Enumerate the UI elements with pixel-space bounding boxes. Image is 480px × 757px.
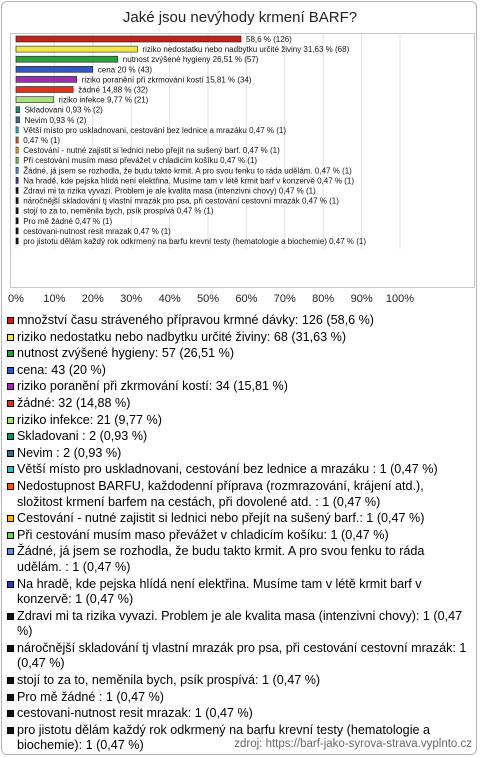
bar — [16, 56, 118, 62]
legend-label: pro jistotu dělám každý rok odkrmený na barfu krevní testy (hematologie a biochemie): 1 (0,47 %) — [17, 722, 430, 753]
bar — [16, 97, 54, 103]
legend-item — [7, 479, 469, 510]
legend-swatch — [7, 727, 14, 734]
legend-swatch — [7, 548, 14, 555]
legend-label: Pro mě žádné : 1 (0,47 %) — [17, 689, 164, 704]
bar-data-label: riziko poranění při zkrmování kostí 15,81 % (34) — [81, 75, 252, 85]
x-tick-label: 60% — [235, 293, 258, 305]
legend-swatch — [7, 334, 14, 341]
bar — [16, 46, 137, 52]
bar-data-label: Nevim 0,93 % (2) — [24, 115, 87, 125]
legend-item — [7, 346, 469, 362]
bar-data-label: 58,6 % (126) — [246, 35, 292, 44]
legend-swatch — [7, 613, 14, 620]
bar-data-label: Na hradě, kde pejska hlídá není elektřina. Musíme tam v létě krmit barf v konzervě 0,47 % (1) — [23, 176, 355, 186]
legend-swatch — [7, 677, 14, 684]
legend-label: Při cestování musím maso převážet v chladicím košíku: 1 (0,47 %) — [17, 527, 389, 542]
legend-label: nutnost zvýšené hygieny: 57 (26,51 %) — [17, 346, 235, 361]
legend-swatch — [7, 694, 14, 701]
bar — [16, 228, 18, 234]
bar-data-label: Pro mě žádné 0,47 % (1) — [23, 216, 113, 226]
x-tick-label: 50% — [196, 293, 220, 305]
legend-label: Skladovani : 2 (0,93 %) — [17, 429, 148, 444]
bar — [16, 147, 18, 153]
legend-label: cena: 43 (20 %) — [17, 362, 106, 377]
legend-label: Na hradě, kde pejska hlídá není elektřina. Musíme tam v létě krmit barf v konzervě: 1 (0,47 %) — [17, 576, 422, 607]
bar-data-label: nutnost zvýšené hygieny 26,51 % (57) — [122, 55, 259, 65]
x-tick-label: 30% — [120, 293, 143, 305]
legend-swatch — [7, 466, 14, 473]
bar — [16, 167, 18, 173]
legend-label: stojí to za to, neměnila bych, psík prospívá: 1 (0,47 %) — [17, 673, 321, 688]
x-tick-label: 70% — [273, 293, 296, 305]
bar-data-label: stojí to za to, neměnila bych, psík prospívá 0,47 % (1) — [23, 206, 214, 216]
legend-label: Nevim : 2 (0,93 %) — [17, 445, 122, 460]
legend-swatch — [7, 367, 14, 374]
legend-swatch — [7, 532, 14, 539]
legend-label: žádné: 32 (14,88 %) — [17, 395, 131, 410]
bar-data-label: žádné 14,88 % (32) — [78, 85, 148, 95]
bar — [16, 66, 93, 72]
bar-data-label: Žádné, já jsem se rozhodla, že budu takto krmit. A pro svou fenku to ráda udělám. 0,47 % (1) — [23, 166, 352, 176]
legend-item — [7, 511, 469, 527]
legend-label: riziko poranění při zkrmování kostí: 34 (15,81 %) — [17, 379, 288, 394]
legend-label: náročnější skladování tj vlastní mrazák pro psa, při cestování cestovní mrazák: 1 (0,47 %) — [17, 640, 467, 671]
legend-item — [7, 429, 469, 445]
x-tick-label: 10% — [43, 293, 66, 305]
legend-item — [7, 396, 469, 412]
legend-item — [7, 577, 469, 608]
legend-item — [7, 673, 469, 689]
bar — [16, 238, 18, 244]
bar — [16, 208, 18, 214]
legend-item — [7, 528, 469, 544]
x-tick-label: 40% — [158, 293, 181, 305]
legend-item — [7, 641, 469, 672]
legend-swatch — [7, 317, 14, 324]
legend-item — [7, 609, 469, 640]
bar — [16, 76, 77, 82]
legend-label: riziko nedostatku nebo nadbytku určité živiny: 68 (31,63 %) — [17, 329, 347, 344]
bar — [16, 117, 20, 123]
bar — [16, 36, 241, 42]
legend-item — [7, 544, 469, 575]
legend-swatch — [7, 710, 14, 717]
bar-data-label: Cestování - nutné zajistit si lednici nebo přejít na sušený barf. 0,47 % (1) — [23, 146, 280, 156]
legend-swatch — [7, 417, 14, 424]
legend-label: Zdravi mi ta rizika vyvazi. Problem je ale kvalita masa (intenzivni chovy): 1 (0,47 %) — [17, 608, 463, 639]
legend-swatch — [7, 433, 14, 440]
bar-data-label: Větší místo pro uskladnovani, cestování bez lednice a mrazáku 0,47 % (1) — [23, 125, 287, 135]
bar-data-label: riziko nedostatku nebo nadbytku určité živiny 31,63 % (68) — [142, 45, 350, 55]
bar — [16, 127, 18, 133]
legend-label: Žádné, já jsem se rozhodla, že budu takto krmit. A pro svou fenku to ráda udělám. : 1 (0,47 %) — [17, 544, 425, 574]
legend-item — [7, 690, 469, 706]
bar-data-label: náročnější skladování tj vlastní mrazák pro psa, při cestování cestovní mrazák 0,47 % (1) — [23, 196, 339, 206]
bar — [16, 137, 18, 143]
x-tick-label: 20% — [81, 293, 104, 305]
legend-label: cestovani-nutnost resit mrazak: 1 (0,47 %) — [17, 706, 253, 721]
legend-item — [7, 706, 469, 722]
bar — [16, 177, 18, 183]
legend-swatch — [7, 483, 14, 490]
bar-data-label: 0,47 % (1) — [23, 136, 61, 145]
x-tick-label: 100% — [385, 293, 415, 305]
bar-chart — [0, 0, 480, 310]
legend-swatch — [7, 400, 14, 407]
legend-item — [7, 462, 469, 478]
x-tick-label: 80% — [312, 293, 335, 305]
legend-item — [7, 413, 469, 429]
x-tick-label: 90% — [350, 293, 373, 305]
legend-label: Nedostupnost BARFU, každodenní příprava (rozmrazování, krájení atd.), složitost krmení barfem na cestách, při dovolené atd. : 1 (0,47 %) — [17, 478, 424, 509]
bar-data-label: riziko infekce 9,77 % (21) — [58, 95, 149, 105]
legend-label: Cestování - nutné zajistit si lednici nebo přejít na sušený barf.: 1 (0,47 %) — [17, 511, 425, 526]
bar — [16, 87, 73, 93]
bar — [16, 198, 18, 204]
bar — [16, 188, 18, 194]
bar-data-label: pro jistotu dělám každý rok odkrmený na barfu krevní testy (hematologie a biochemie) 0,47 % (1) — [23, 237, 367, 246]
legend-swatch — [7, 450, 14, 457]
x-tick-label: 0% — [8, 293, 24, 305]
legend-label: riziko infekce: 21 (9,77 %) — [17, 412, 162, 427]
legend-swatch — [7, 383, 14, 390]
legend-swatch — [7, 645, 14, 652]
legend-item — [7, 446, 469, 462]
legend-item — [7, 330, 469, 346]
legend-label: Větší místo pro uskladnovani, cestování bez lednice a mrazáku : 1 (0,47 %) — [17, 462, 438, 477]
legend-item — [7, 379, 469, 395]
legend-swatch — [7, 350, 14, 357]
bar-data-label: Skladovani 0,93 % (2) — [24, 105, 103, 115]
bar — [16, 157, 18, 163]
legend-label: množství času stráveného přípravou krmné dávky: 126 (58,6 %) — [17, 313, 374, 327]
bar-data-label: Při cestování musím maso převážet v chladicím košíku 0,47 % (1) — [23, 156, 258, 166]
bar — [16, 218, 18, 224]
bar-data-label: cena 20 % (43) — [97, 65, 153, 75]
bar — [16, 107, 20, 113]
legend-item — [7, 313, 469, 329]
legend-swatch — [7, 581, 14, 588]
chart-legend — [7, 313, 469, 755]
chart-title: Jaké jsou nevýhody krmení BARF? — [122, 9, 358, 26]
bar-data-label: Zdravi mi ta rizika vyvazi. Problem je ale kvalita masa (intenzivni chovy) 0,47 % (1) — [23, 186, 316, 196]
legend-swatch — [7, 515, 14, 522]
legend-item — [7, 363, 469, 379]
bar-data-label: cestovani-nutnost resit mrazak 0,47 % (1) — [23, 226, 171, 236]
source-note: zdroj: https://barf-jako-syrova-strava.vyplnto.cz — [234, 738, 472, 750]
